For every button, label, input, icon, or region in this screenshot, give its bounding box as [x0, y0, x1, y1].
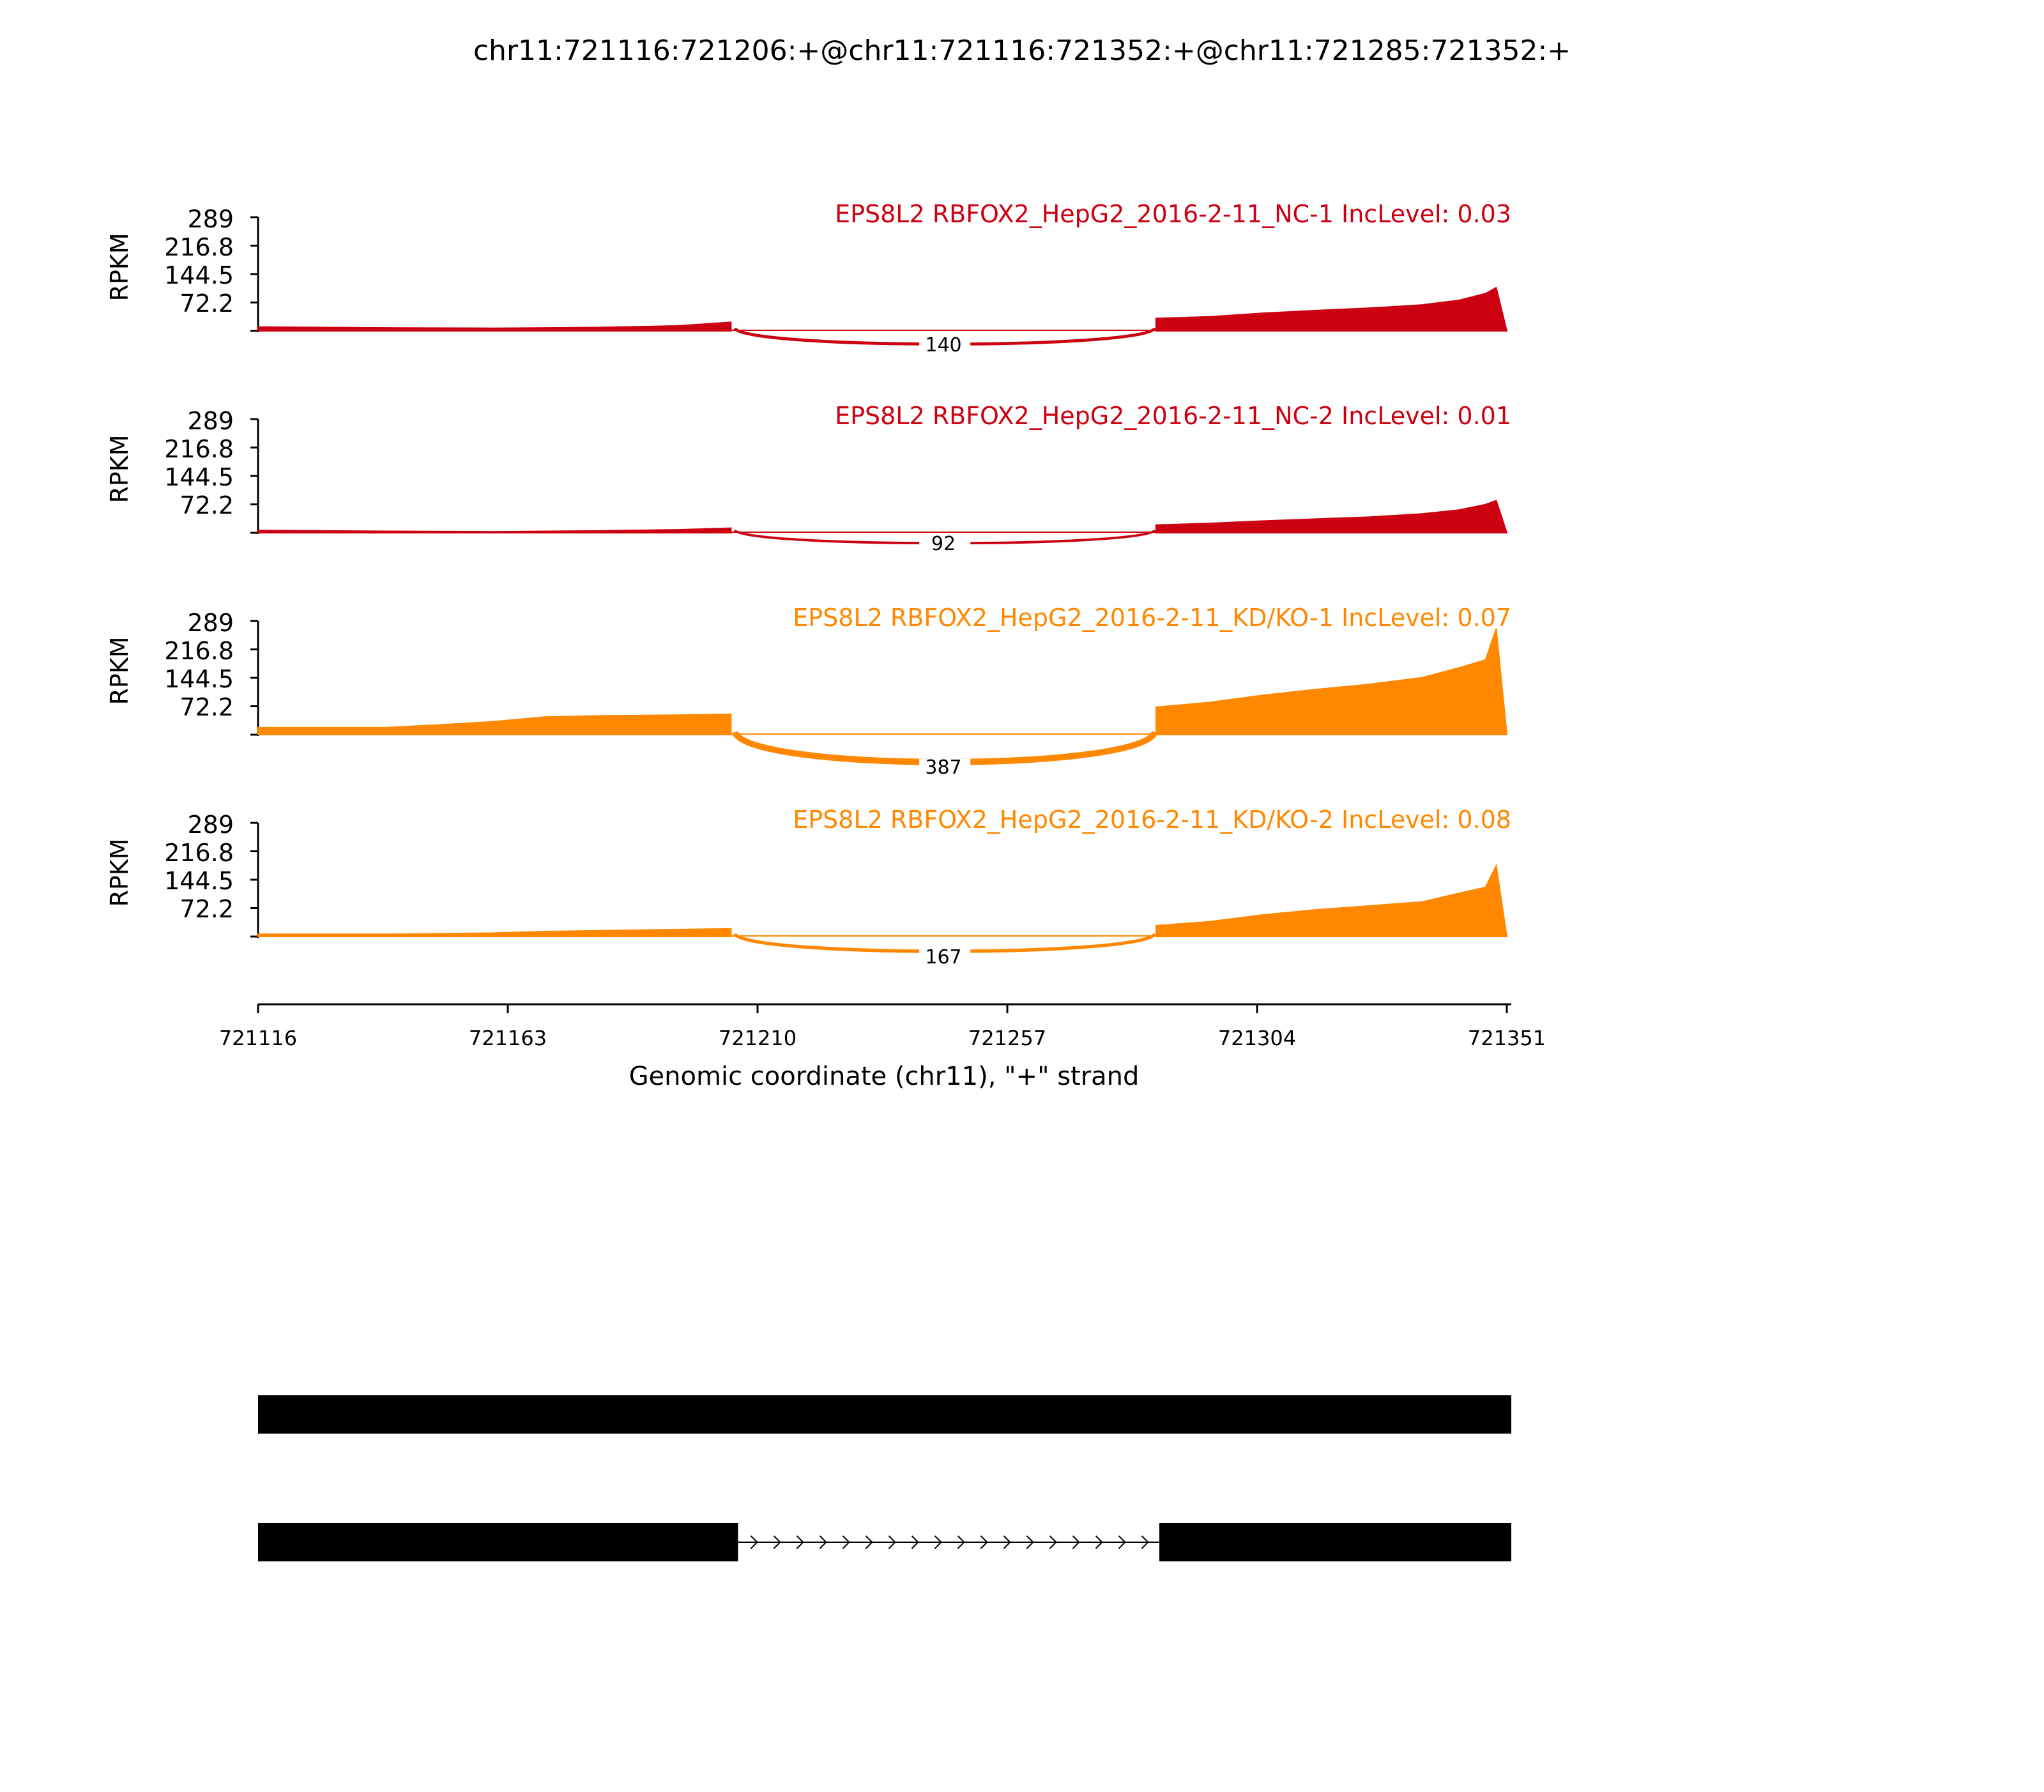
- x-tick-label: 721116: [218, 1026, 298, 1050]
- y-tick-label: 289: [187, 205, 234, 233]
- y-tick-label: 216.8: [164, 839, 234, 867]
- track-label: EPS8L2 RBFOX2_HepG2_2016-2-11_NC-2 IncLevel: 0.01: [835, 402, 1511, 430]
- y-tick-label: 144.5: [164, 665, 234, 693]
- isoform-exon: [1159, 1523, 1511, 1561]
- x-axis: [219, 1026, 1546, 1091]
- x-tick-label: 721257: [968, 1026, 1047, 1050]
- y-tick-label: 289: [187, 407, 234, 435]
- y-tick-label: 72.2: [179, 491, 234, 519]
- y-axis-label: RPKM: [105, 434, 133, 503]
- y-tick-label: 289: [187, 609, 234, 637]
- x-tick-label: 721304: [1217, 1026, 1297, 1050]
- chart-title: chr11:721116:721206:+@chr11:721116:721352:+@chr11:721285:721352:+: [473, 34, 1571, 67]
- y-tick-label: 216.8: [164, 435, 234, 463]
- x-tick-label: 721351: [1467, 1026, 1546, 1050]
- isoform-exon: [258, 1395, 1511, 1434]
- y-tick-label: 216.8: [164, 233, 234, 261]
- track-1: [105, 200, 1511, 318]
- y-axis-label: RPKM: [105, 233, 133, 302]
- x-tick-label: 721163: [468, 1026, 547, 1050]
- track-label: EPS8L2 RBFOX2_HepG2_2016-2-11_NC-1 IncLevel: 0.03: [835, 200, 1511, 228]
- coverage-area-exon2: [1156, 629, 1507, 735]
- isoform-exon: [258, 1523, 738, 1561]
- y-tick-label: 72.2: [179, 693, 234, 721]
- y-tick-label: 289: [187, 811, 234, 839]
- coverage-area-exon1: [258, 322, 731, 331]
- track-label: EPS8L2 RBFOX2_HepG2_2016-2-11_KD/KO-1 IncLevel: 0.07: [793, 604, 1511, 632]
- coverage-area-exon2: [1156, 866, 1507, 937]
- junction-count: 387: [925, 756, 962, 779]
- junction-count: 92: [931, 533, 956, 555]
- junction-count: 140: [925, 334, 962, 356]
- coverage-area-exon2: [1156, 287, 1507, 331]
- coverage-area-exon1: [258, 528, 731, 533]
- coverage-area-exon1: [258, 929, 731, 937]
- y-tick-label: 72.2: [179, 289, 234, 318]
- x-tick-label: 721210: [718, 1026, 797, 1050]
- y-tick-label: 72.2: [179, 895, 234, 923]
- x-axis-label: Genomic coordinate (chr11), "+" strand: [629, 1062, 1140, 1091]
- track-label: EPS8L2 RBFOX2_HepG2_2016-2-11_KD/KO-2 IncLevel: 0.08: [793, 806, 1511, 834]
- track-2: [105, 402, 1511, 519]
- junction-count: 167: [925, 946, 962, 969]
- y-axis-label: RPKM: [105, 636, 133, 705]
- y-tick-label: 144.5: [164, 261, 234, 289]
- y-tick-label: 144.5: [164, 867, 234, 895]
- coverage-area-exon2: [1156, 501, 1507, 533]
- y-axis-label: RPKM: [105, 838, 133, 907]
- y-tick-label: 216.8: [164, 637, 234, 665]
- track-4: [105, 806, 1511, 923]
- y-tick-label: 144.5: [164, 463, 234, 491]
- coverage-area-exon1: [258, 714, 731, 735]
